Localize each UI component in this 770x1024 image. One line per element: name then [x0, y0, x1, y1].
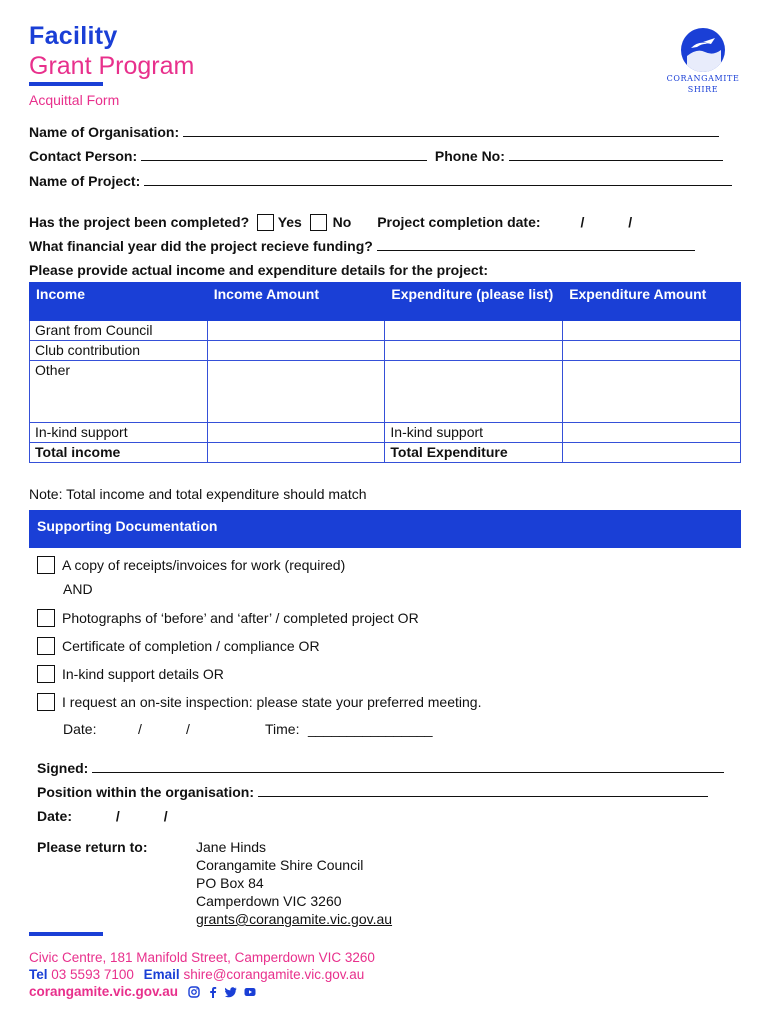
- address-line: Camperdown VIC 3260: [196, 893, 342, 909]
- income-expenditure-prompt: Please provide actual income and expenditure details for the project:: [29, 262, 489, 278]
- title-facility: Facility: [29, 22, 118, 50]
- and-label: AND: [63, 581, 93, 597]
- title-grant-program: Grant Program: [29, 52, 195, 80]
- social-icons: [188, 986, 259, 1001]
- contact-label: Contact Person:: [29, 148, 138, 164]
- footer-contact: [29, 967, 364, 982]
- table-row: [30, 341, 741, 361]
- income-expenditure-table: [29, 282, 741, 463]
- project-label: Name of Project:: [29, 173, 141, 189]
- organisation-input-line[interactable]: [183, 124, 719, 137]
- address-line: PO Box 84: [196, 875, 264, 891]
- photographs-checkbox-row: [37, 609, 419, 627]
- income-amount-cell[interactable]: [207, 423, 385, 443]
- corangamite-logo: [664, 28, 742, 94]
- total-expenditure-cell: Total Expenditure: [385, 443, 563, 463]
- logo-text-line1: CORANGAMITE: [666, 74, 740, 83]
- completion-row: [29, 214, 632, 231]
- inspection-checkbox-row: [37, 693, 481, 711]
- footer-website[interactable]: corangamite.vic.gov.au: [29, 984, 179, 999]
- receipts-checkbox[interactable]: [37, 556, 55, 574]
- receipts-checkbox-row: [37, 556, 345, 574]
- inspection-date-separator: /: [138, 721, 142, 737]
- certificate-label: Certificate of completion / compliance OR: [62, 638, 320, 654]
- inkind-checkbox[interactable]: [37, 665, 55, 683]
- inkind-label: In-kind support details OR: [62, 666, 224, 682]
- totals-note: Note: Total income and total expenditure should match: [29, 486, 367, 502]
- address-line: Corangamite Shire Council: [196, 857, 364, 873]
- certificate-checkbox-row: [37, 637, 320, 655]
- return-address: [196, 838, 392, 928]
- financial-year-input-line[interactable]: [377, 238, 695, 251]
- inspection-time-input-line[interactable]: ________________: [308, 721, 433, 737]
- certificate-checkbox[interactable]: [37, 637, 55, 655]
- inspection-label: I request an on-site inspection: please state your preferred meeting.: [62, 694, 482, 710]
- expenditure-amount-cell[interactable]: [563, 321, 741, 341]
- sign-date-label: Date:: [37, 808, 73, 824]
- inspection-date-label: Date:: [63, 721, 97, 737]
- total-income-cell: Total income: [30, 443, 208, 463]
- expenditure-cell[interactable]: [385, 361, 563, 423]
- income-club-cell: Club contribution: [30, 341, 208, 361]
- contact-field-row: [29, 148, 723, 164]
- sign-date-row: [37, 808, 168, 824]
- income-other-cell: Other: [30, 361, 208, 423]
- table-row: [30, 443, 741, 463]
- receipts-label: A copy of receipts/invoices for work (required): [62, 557, 346, 573]
- income-inkind-cell: In-kind support: [30, 423, 208, 443]
- expenditure-amount-cell[interactable]: [563, 341, 741, 361]
- supporting-documentation-heading: Supporting Documentation: [29, 510, 741, 548]
- financial-year-question: What financial year did the project recieve funding?: [29, 238, 373, 254]
- footer-tel-label: Tel: [29, 967, 48, 982]
- table-header-income: Income: [30, 283, 208, 321]
- position-row: [37, 784, 708, 800]
- return-email-link[interactable]: grants@corangamite.vic.gov.au: [196, 911, 393, 927]
- organisation-field-row: [29, 124, 719, 140]
- phone-input-line[interactable]: [509, 148, 723, 161]
- table-header-income-amount: Income Amount: [207, 283, 385, 321]
- position-label: Position within the organisation:: [37, 784, 254, 800]
- inkind-checkbox-row: [37, 665, 224, 683]
- sign-date-separator: /: [115, 808, 120, 824]
- signed-row: [37, 760, 724, 776]
- income-amount-cell[interactable]: [207, 321, 385, 341]
- footer-email-label: Email: [143, 967, 180, 982]
- date-separator: /: [628, 214, 633, 230]
- facebook-icon[interactable]: [207, 986, 219, 998]
- expenditure-inkind-cell: In-kind support: [385, 423, 563, 443]
- form-subtitle: Acquittal Form: [29, 92, 120, 108]
- photographs-label: Photographs of ‘before’ and ‘after’ / completed project OR: [62, 610, 419, 626]
- youtube-icon[interactable]: [244, 986, 256, 998]
- no-label: No: [332, 214, 352, 230]
- instagram-icon[interactable]: [188, 986, 200, 998]
- signature-input-line[interactable]: [92, 760, 724, 773]
- footer-address: Civic Centre, 181 Manifold Street, Camperdown VIC 3260: [29, 950, 375, 965]
- address-line: Jane Hinds: [196, 839, 267, 855]
- table-header-expenditure-amount: Expenditure Amount: [563, 283, 741, 321]
- footer-tel[interactable]: 03 5593 7100: [51, 967, 134, 982]
- table-row: [30, 361, 741, 423]
- signed-label: Signed:: [37, 760, 89, 776]
- completion-date-label: Project completion date:: [377, 214, 541, 230]
- footer-email[interactable]: shire@corangamite.vic.gov.au: [183, 967, 365, 982]
- no-checkbox[interactable]: [310, 214, 327, 231]
- income-grant-cell: Grant from Council: [30, 321, 208, 341]
- total-expenditure-amount-cell[interactable]: [563, 443, 741, 463]
- financial-year-row: [29, 238, 695, 254]
- table-row: [30, 321, 741, 341]
- expenditure-amount-cell[interactable]: [563, 361, 741, 423]
- project-input-line[interactable]: [144, 173, 732, 186]
- footer-rule: [29, 932, 103, 936]
- footer-website-row: [29, 984, 259, 1001]
- yes-label: Yes: [277, 214, 302, 230]
- organisation-label: Name of Organisation:: [29, 124, 180, 140]
- inspection-time-label: Time:: [265, 721, 300, 737]
- income-amount-cell[interactable]: [207, 341, 385, 361]
- logo-text-line2: SHIRE: [687, 85, 719, 94]
- photographs-checkbox[interactable]: [37, 609, 55, 627]
- table-header-expenditure: Expenditure (please list): [385, 283, 563, 321]
- table-row: [30, 423, 741, 443]
- expenditure-cell[interactable]: [385, 321, 563, 341]
- total-income-amount-cell[interactable]: [207, 443, 385, 463]
- inspection-date-separator: /: [186, 721, 190, 737]
- position-input-line[interactable]: [258, 784, 708, 797]
- date-separator: /: [580, 214, 585, 230]
- twitter-icon[interactable]: [225, 986, 237, 998]
- project-field-row: [29, 173, 732, 189]
- sign-date-separator: /: [163, 808, 168, 824]
- title-underline: [29, 82, 103, 86]
- contact-input-line[interactable]: [141, 148, 427, 161]
- return-label: Please return to:: [37, 839, 148, 855]
- phone-label: Phone No:: [434, 148, 505, 164]
- logo-emblem-icon: [681, 28, 725, 72]
- expenditure-amount-cell[interactable]: [563, 423, 741, 443]
- completed-question: Has the project been completed?: [29, 214, 250, 230]
- expenditure-cell[interactable]: [385, 341, 563, 361]
- income-amount-cell[interactable]: [207, 361, 385, 423]
- inspection-checkbox[interactable]: [37, 693, 55, 711]
- yes-checkbox[interactable]: [257, 214, 274, 231]
- table-header-row: [30, 283, 741, 321]
